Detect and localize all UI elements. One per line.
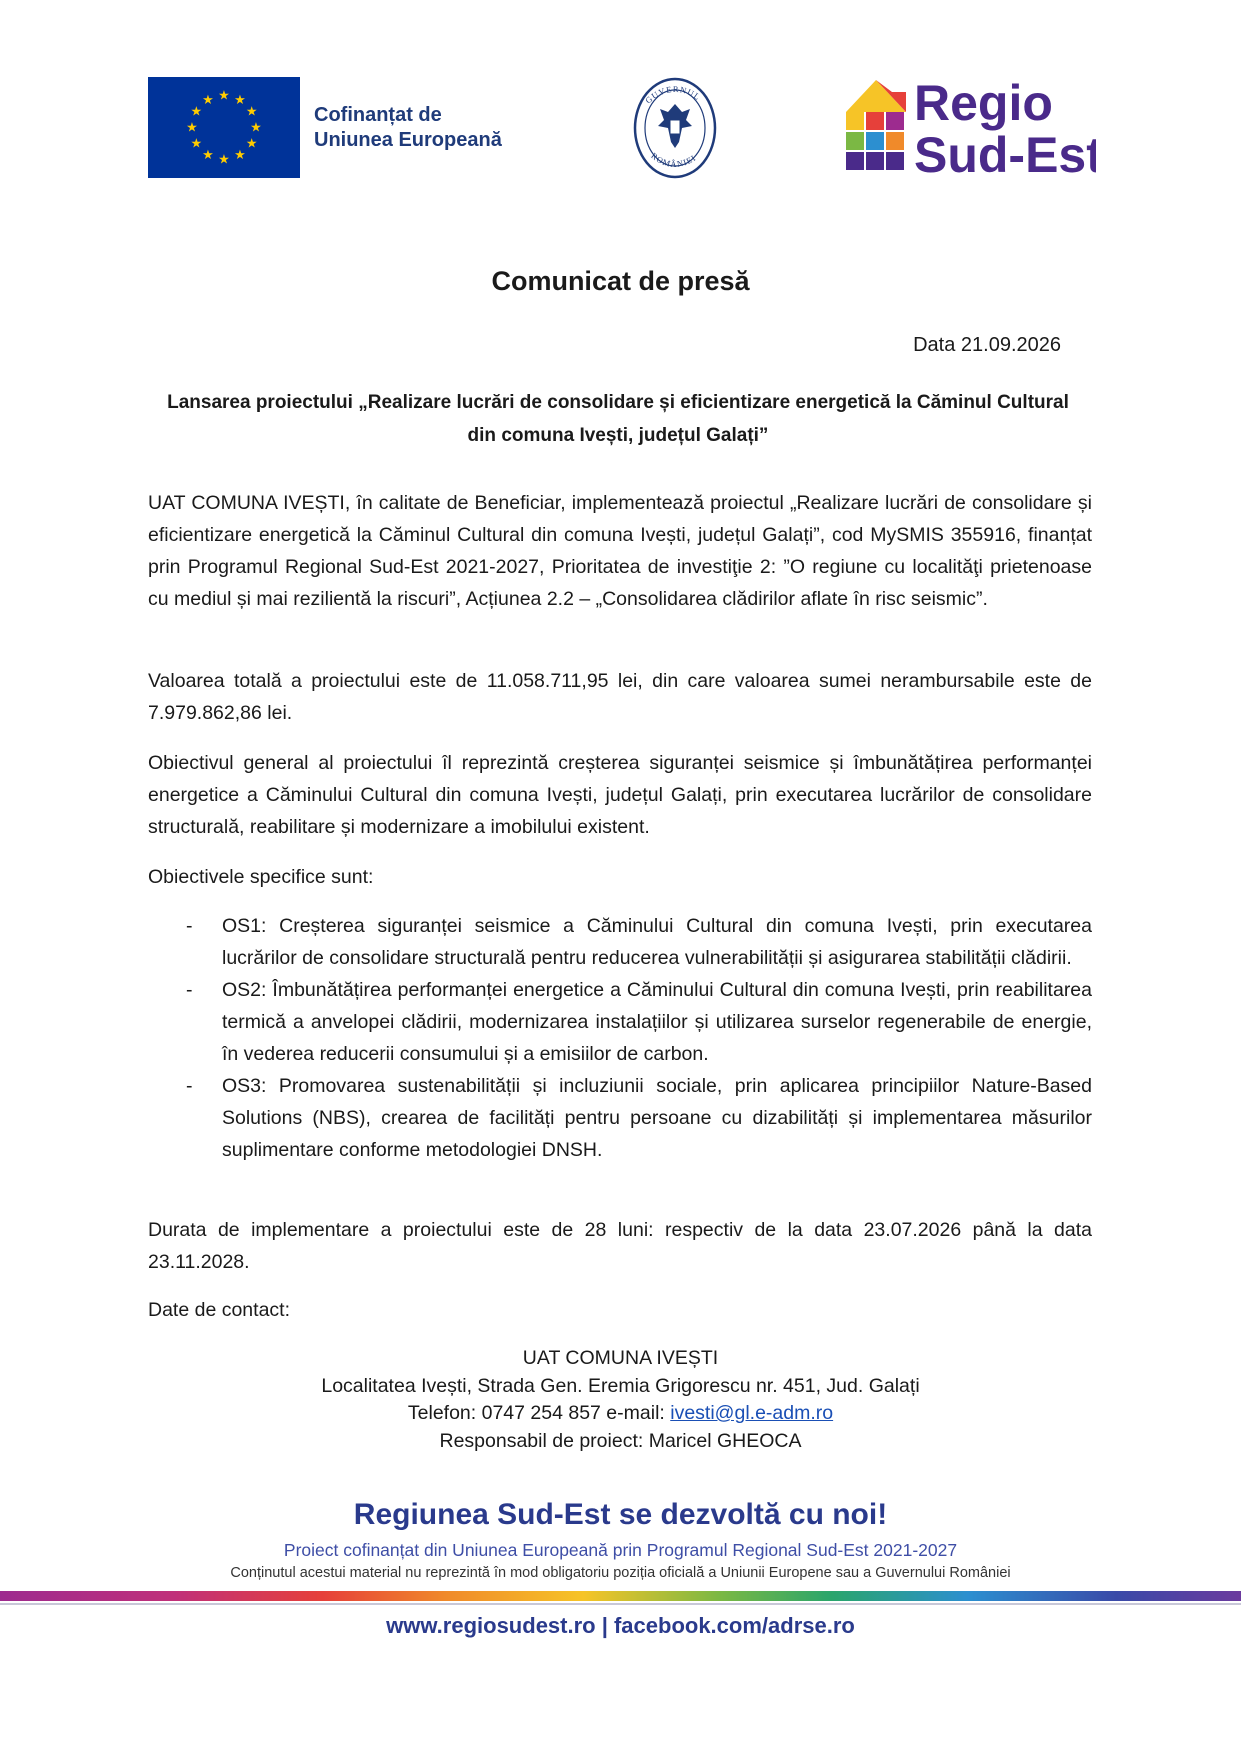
footer-website-links: www.regiosudest.ro | facebook.com/adrse.ro [386,1613,855,1638]
footer-divider [0,1603,1241,1605]
project-heading [148,386,1088,452]
regio-sud-est-logo [840,72,1096,184]
page-title: Comunicat de presă [491,266,750,296]
svg-text:GUVERNUL: GUVERNUL [643,83,703,106]
footer-slogan: Regiunea Sud-Est se dezvoltă cu noi! [353,1498,888,1531]
project-heading-line1: Lansarea proiectului „Realizare lucrări de consolidare și eficientizare energetică la Căminul Cultural [167,392,1069,413]
regio-text-line1: Regio [914,75,1053,131]
list-bullet: - [186,979,193,1001]
paragraph-contact-intro: Date de contact: [148,1299,291,1321]
eu-cofinancing-text [314,103,502,153]
eu-text-line2: Uniunea Europeană [314,128,502,151]
eu-star-icon: ★ [234,92,246,108]
list-item [148,1070,1092,1166]
eu-flag-icon [148,77,300,178]
eu-star-icon: ★ [218,88,230,104]
eu-star-icon: ★ [250,120,262,136]
regio-text-line2: Sud-Est [914,127,1096,183]
eu-star-icon: ★ [202,92,214,108]
project-heading-line2: din comuna Ivești, județul Galați” [467,425,769,446]
eu-star-icon: ★ [245,136,258,152]
contact-phone-email [0,1400,1241,1428]
eu-star-icon: ★ [186,120,198,136]
paragraph-duration: Durata de implementare a proiectului este de 28 luni: respectiv de la data 23.07.2026 până la data 23.11.2028. [148,1219,1092,1273]
eu-star-icon: ★ [218,152,230,168]
contact-responsible: Responsabil de proiect: Maricel GHEOCA [439,1429,802,1452]
eu-star-icon: ★ [190,136,203,152]
contact-phone: Telefon: 0747 254 857 e-mail: [407,1402,671,1424]
objective-text: OS3: Promovarea sustenabilității și incluziunii sociale, prin aplicarea principiilor Nature-Based Solutions (NBS), crearea de facilități pentru persoane cu dizabilități și implementarea măsurilor suplimentare conforme metodologiei DNSH. [222,1075,1092,1161]
svg-text:ROMÂNIEI: ROMÂNIEI [649,150,698,169]
objective-text: OS1: Creșterea siguranței seismice a Căminului Cultural din comuna Ivești, prin executarea lucrărilor de consolidare structurală pentru reducerea vulnerabilității și asigurarea stabilității clădirii. [222,915,1092,969]
paragraph-value: Valoarea totală a proiectului este de 11.058.711,95 lei, din care valoarea sumei nerambursabile este de 7.979.862,86 lei. [148,670,1092,724]
paragraph-intro: UAT COMUNA IVEȘTI, în calitate de Beneficiar, implementează proiectul „Realizare lucrări de consolidare și eficientizare energetică la Căminul Cultural din comuna Ivești, județul Galați”, cod MySMIS 355916, finanțat prin Programul Regional Sud-Est 2021-2027, Prioritatea de investiţie 2: ”O regiune cu localităţi prietenoase cu mediul și mai rezilientă la riscuri”, Acțiunea 2.2 – „Consolidarea clădirilor aflate în risc seismic”. [148,492,1092,610]
list-bullet: - [186,915,193,937]
footer-color-stripe [0,1591,1241,1601]
contact-block [0,1345,1241,1455]
footer-disclaimer: Conținutul acestui material nu reprezintă în mod obligatoriu poziția oficială a Uniunii Europene sau a Guvernului României [230,1565,1011,1581]
eu-star-icon: ★ [245,104,258,120]
eu-star-icon: ★ [190,104,203,120]
eu-star-icon: ★ [202,148,214,164]
contact-org: UAT COMUNA IVEȘTI [522,1347,719,1369]
objective-text: OS2: Îmbunătățirea performanței energetice a Căminului Cultural din comuna Ivești, prin reabilitarea termică a anvelopei clădirii, modernizarea instalațiilor și utilizarea surselor regenerabile de energie, în vederea reducerii consumului și a emisiilor de carbon. [222,979,1092,1065]
list-item [148,910,1092,974]
specific-objectives-list [148,910,1092,1166]
government-seal-icon [632,76,718,180]
paragraph-specific-objectives-intro: Obiectivele specifice sunt: [148,866,374,888]
footer-cofinancing: Proiect cofinanțat din Uniunea Europeană prin Programul Regional Sud-Est 2021-2027 [283,1540,958,1560]
eu-star-icon: ★ [234,148,246,164]
eu-cofinancing-logo [148,77,502,178]
list-item [148,974,1092,1070]
list-bullet: - [186,1075,193,1097]
paragraph-general-objective: Obiectivul general al proiectului îl reprezintă creșterea siguranței seismice și îmbunătățirea performanței energetice a Căminului Cultural din comuna Ivești, județul Galați, prin executarea lucrărilor de consolidare structurală, reabilitare și modernizare a imobilului existent. [148,752,1092,838]
contact-address: Localitatea Ivești, Strada Gen. Eremia Grigorescu nr. 451, Jud. Galați [321,1374,920,1397]
eu-text-line1: Cofinanțat de [314,103,442,126]
press-release-date: Data 21.09.2026 [913,334,1061,356]
contact-email-link[interactable]: ivesti@gl.e-adm.ro [670,1402,834,1424]
